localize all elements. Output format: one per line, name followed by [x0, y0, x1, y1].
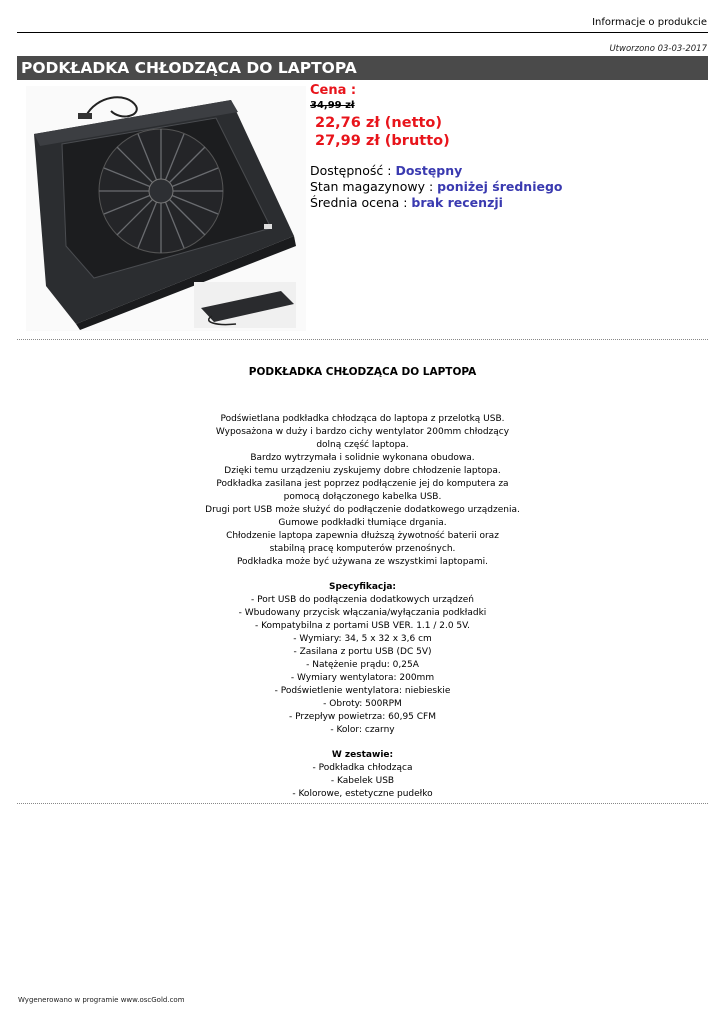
description-line: Wyposażona w duży i bardzo cichy wentylator 200mm chłodzący — [215, 427, 510, 437]
price-label: Cena : — [310, 83, 357, 98]
rating-label: Średnia ocena : — [310, 195, 408, 210]
description-line: Gumowe podkładki tłumiące drgania. — [278, 518, 447, 528]
set-lines — [17, 762, 708, 801]
set-line: - Podkładka chłodząca — [312, 763, 413, 773]
description-line: Bardzo wytrzymała i solidnie wykonana obudowa. — [250, 453, 475, 463]
section-title: Informacje o produkcie — [592, 17, 707, 28]
stock-value: poniżej średniego — [437, 179, 563, 194]
footer-generator: Wygenerowano w programie www.oscGold.com — [18, 996, 185, 1004]
spec-line: - Wymiary wentylatora: 200mm — [290, 673, 435, 683]
spec-line: - Przepływ powietrza: 60,95 CFM — [289, 712, 436, 722]
spec-line: - Obroty: 500RPM — [323, 699, 402, 709]
description-lines — [17, 413, 708, 569]
product-description — [17, 366, 708, 801]
description-line: Podkładka zasilana jest poprzez podłączenie jej do komputera za — [216, 479, 509, 489]
header-divider — [17, 32, 708, 33]
description-line: Chłodzenie laptopa zapewnia dłuższą żywotność baterii oraz — [226, 531, 499, 541]
rating-row — [310, 195, 563, 211]
availability-info — [310, 163, 563, 211]
description-line: pomocą dołączonego kabelka USB. — [283, 492, 442, 502]
spec-line: - Port USB do podłączenia dodatkowych urządzeń — [251, 595, 474, 605]
spec-line: - Kolor: czarny — [330, 725, 395, 735]
description-line: Podświetlana podkładka chłodząca do laptopa z przelotką USB. — [220, 414, 505, 424]
spec-heading: Specyfikacja: — [328, 582, 397, 592]
availability-label: Dostępność : — [310, 163, 392, 178]
price-box — [310, 83, 563, 211]
bottom-separator — [17, 803, 708, 804]
set-line: - Kolorowe, estetyczne pudełko — [292, 789, 433, 799]
description-line: Dzięki temu urządzeniu zyskujemy dobre chłodzenie laptopa. — [224, 466, 501, 476]
description-line: stabilną pracę komputerów przenośnych. — [269, 544, 456, 554]
spec-lines — [17, 594, 708, 737]
spec-line: - Wymiary: 34, 5 x 32 x 3,6 cm — [293, 634, 432, 644]
availability-row — [310, 163, 563, 179]
spec-line: - Podświetlenie wentylatora: niebieskie — [274, 686, 451, 696]
description-line: Drugi port USB może służyć do podłączenie dodatkowego urządzenia. — [205, 505, 520, 515]
spec-line: - Natężenie prądu: 0,25A — [306, 660, 419, 670]
product-title: PODKŁADKA CHŁODZĄCA DO LAPTOPA — [17, 56, 708, 80]
rating-value: brak recenzji — [411, 195, 503, 210]
spec-line: - Wbudowany przycisk włączania/wyłączania podkładki — [238, 608, 487, 618]
old-price: 34,99 zł — [310, 100, 355, 111]
set-line: - Kabelek USB — [330, 776, 395, 786]
top-separator — [17, 339, 708, 340]
price-brutto: 27,99 zł (brutto) — [315, 133, 450, 149]
spec-line: - Kompatybilna z portami USB VER. 1.1 / 2.0 5V. — [254, 621, 471, 631]
spec-line: - Zasilana z portu USB (DC 5V) — [293, 647, 432, 657]
created-date: Utworzono 03-03-2017 — [609, 44, 707, 54]
set-heading: W zestawie: — [331, 750, 394, 760]
availability-value: Dostępny — [395, 163, 463, 178]
product-image — [26, 86, 306, 331]
stock-row — [310, 179, 563, 195]
description-heading: PODKŁADKA CHŁODZĄCA DO LAPTOPA — [248, 366, 477, 378]
description-line: Podkładka może być używana ze wszystkimi laptopami. — [236, 557, 489, 567]
price-netto: 22,76 zł (netto) — [315, 115, 443, 131]
stock-label: Stan magazynowy : — [310, 179, 434, 194]
description-line: dolną część laptopa. — [316, 440, 409, 450]
